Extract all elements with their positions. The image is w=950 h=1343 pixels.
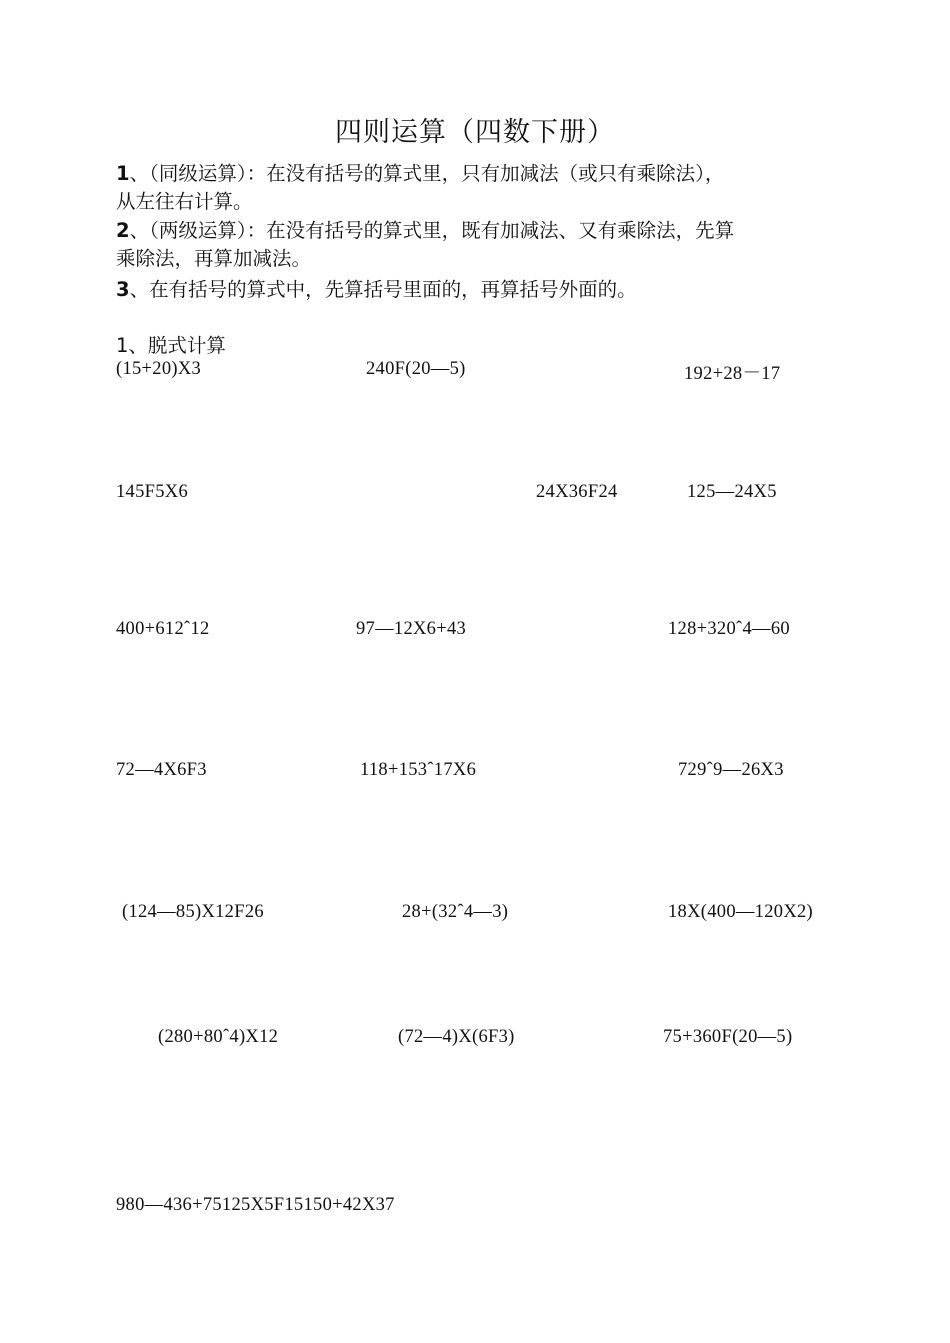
exercise: 729ˆ9—26X3	[678, 760, 784, 780]
exercise: (72—4)X(6F3)	[398, 1027, 515, 1047]
rule-text-continued: 乘除法，再算加减法。	[116, 247, 312, 270]
rule-number: 2	[116, 219, 130, 242]
section-title: 1、脱式计算	[116, 334, 226, 357]
rule-number: 1	[116, 162, 130, 185]
rule-3	[116, 276, 846, 304]
exercise: (15+20)X3	[116, 359, 202, 379]
exercise: 980—436+75125X5F15150+42X37	[116, 1195, 395, 1215]
rule-number: 3	[116, 278, 130, 301]
exercise: 97—12X6+43	[356, 619, 467, 639]
exercise: 400+612ˆ12	[116, 619, 210, 639]
rule-text: 、（两级运算）：在没有括号的算式里，既有加减法、又有乘除法，先算	[129, 219, 735, 242]
exercise: 118+153ˆ17X6	[360, 760, 477, 780]
exercise: (280+80ˆ4)X12	[158, 1027, 279, 1047]
exercise: 24X36F24	[536, 482, 618, 502]
exercise: 125—24X5	[687, 482, 777, 502]
page-title: 四则运算（四数下册）	[335, 117, 615, 148]
exercise: 128+320ˆ4—60	[668, 619, 790, 639]
exercise: 28+(32ˆ4—3)	[402, 902, 509, 922]
exercise: 145F5X6	[116, 482, 188, 502]
rule-1	[116, 160, 846, 216]
rule-2	[116, 217, 846, 273]
exercise: 240F(20—5)	[366, 359, 466, 379]
exercise: (124—85)X12F26	[122, 902, 264, 922]
exercise: 192+28－17	[684, 364, 781, 384]
rule-text-continued: 从左往右计算。	[116, 190, 253, 213]
exercise: 75+360F(20—5)	[663, 1027, 793, 1047]
exercise: 18X(400—120X2)	[668, 902, 813, 922]
rule-text: 、在有括号的算式中，先算括号里面的，再算括号外面的。	[129, 278, 637, 301]
rule-text: 、（同级运算）：在没有括号的算式里，只有加减法（或只有乘除法），	[129, 162, 725, 185]
exercise: 72—4X6F3	[116, 760, 207, 780]
